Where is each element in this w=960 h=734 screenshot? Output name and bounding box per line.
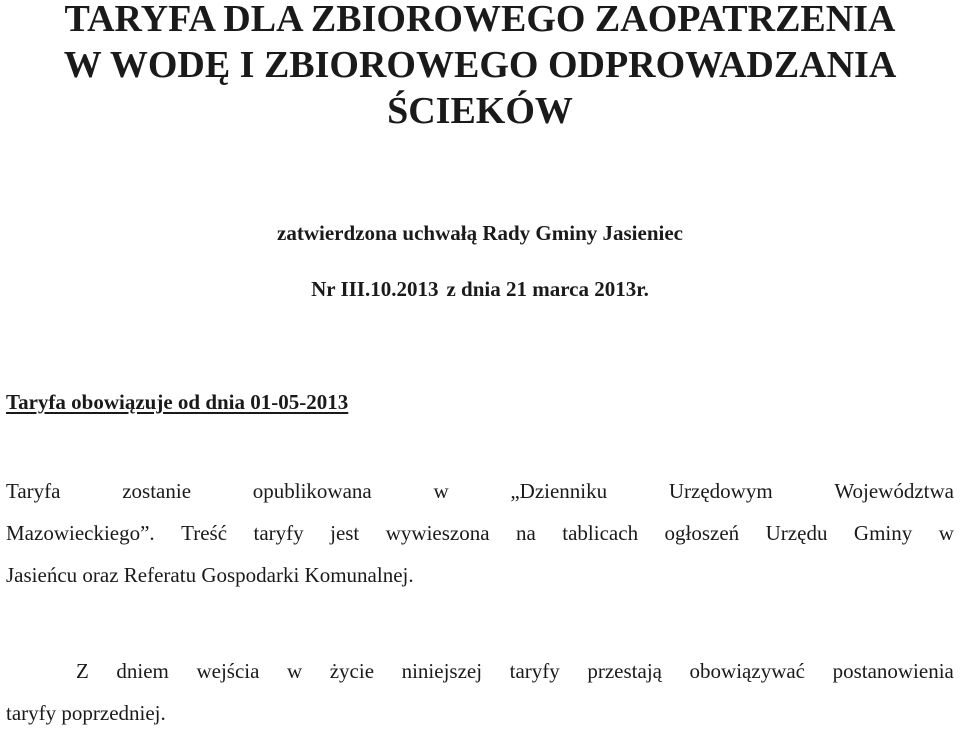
resolution-number: Nr III.10.2013 [311,277,439,301]
word: tablicach [562,521,639,545]
word: w [938,521,954,545]
word: Mazowieckiego”. [6,521,155,545]
word: Z [76,659,89,683]
word: życie [329,659,375,683]
resolution-line [0,277,960,302]
paragraph-line [6,650,954,692]
word: obowiązywać [689,659,805,683]
word: na [516,521,536,545]
title-line-1: TARYFA DLA ZBIOROWEGO ZAOPATRZENIA [64,0,896,40]
paragraph-line-text: Jasieńcu oraz Referatu Gospodarki Komunalnej. [6,563,414,587]
word: przestają [587,659,662,683]
word: niniejszej [401,659,483,683]
publication-paragraph [6,470,954,596]
word: w [287,659,303,683]
word: Urzędu [765,521,828,545]
title-line-2: W WODĘ I ZBIOROWEGO ODPROWADZANIA [63,44,897,86]
paragraph-line [6,470,954,512]
word: Treść [181,521,228,545]
paragraph-line-text: taryfy poprzedniej. [6,701,166,725]
word: Gminy [853,521,913,545]
word: Województwa [834,479,954,503]
paragraph-line [6,554,954,596]
word: w [433,479,449,503]
paragraph-line [6,512,954,554]
repeal-paragraph [6,650,954,734]
resolution-date: z dnia 21 marca 2013r. [446,277,649,301]
paragraph-line [6,692,954,734]
title-line-3: ŚCIEKÓW [387,90,573,132]
document-title [0,0,960,134]
word: zostanie [122,479,192,503]
word: Taryfa [6,479,61,503]
approval-line: zatwierdzona uchwałą Rady Gminy Jasieniec [277,221,683,245]
word: taryfy [509,659,560,683]
word: taryfy [253,521,304,545]
word: Urzędowym [668,479,773,503]
word: ogłoszeń [664,521,740,545]
word: „Dzienniku [510,479,608,503]
word: jest [330,521,360,545]
word: wywieszona [385,521,490,545]
effective-date-notice: Taryfa obowiązuje od dnia 01-05-2013 [6,390,349,414]
word: dniem [116,659,169,683]
word: postanowienia [832,659,954,683]
word: wejścia [196,659,260,683]
word: opublikowana [252,479,372,503]
